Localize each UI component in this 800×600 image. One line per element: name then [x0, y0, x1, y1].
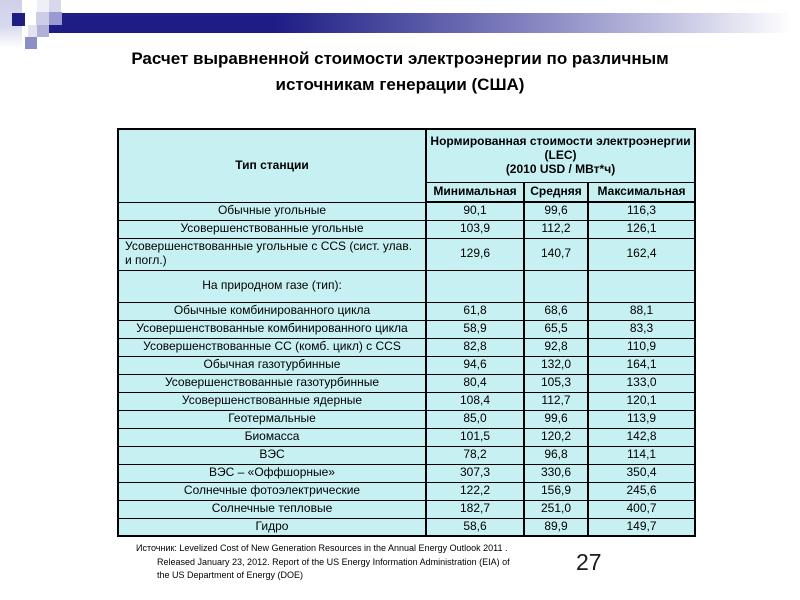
- min-cell: 103,9: [426, 220, 524, 238]
- min-cell: 307,3: [426, 464, 524, 482]
- table-row: [118, 220, 695, 238]
- avg-cell: 132,0: [524, 356, 588, 374]
- max-cell: 88,1: [588, 302, 695, 320]
- table-row: [118, 500, 695, 518]
- min-cell: 101,5: [426, 428, 524, 446]
- avg-cell: 92,8: [524, 338, 588, 356]
- table-row: [118, 482, 695, 500]
- max-cell: 162,4: [588, 238, 695, 270]
- station-type-cell: Геотермальные: [118, 410, 426, 428]
- table-row: [118, 320, 695, 338]
- deco-square: [49, 12, 62, 25]
- min-cell: 85,0: [426, 410, 524, 428]
- table-row: [118, 428, 695, 446]
- avg-cell: 68,6: [524, 302, 588, 320]
- table-row: [118, 356, 695, 374]
- slide-title-line1: Расчет выравненной стоимости электроэнергии по различным: [131, 49, 669, 68]
- max-cell: 142,8: [588, 428, 695, 446]
- source-note: [136, 542, 626, 583]
- avg-cell: 99,6: [524, 202, 588, 220]
- avg-cell: 65,5: [524, 320, 588, 338]
- col-header-station-type: Тип станции: [118, 129, 426, 202]
- lec-table: [117, 128, 696, 537]
- station-type-cell: Усовершенствованные ядерные: [118, 392, 426, 410]
- lec-group-header-line2: (2010 USD / МВт*ч): [505, 161, 616, 176]
- col-header-lec-group: [426, 129, 695, 183]
- max-cell: 114,1: [588, 446, 695, 464]
- min-cell: 182,7: [426, 500, 524, 518]
- station-type-cell: Обычные комбинированного цикла: [118, 302, 426, 320]
- min-cell: 78,2: [426, 446, 524, 464]
- station-type-cell: Обычная газотурбинные: [118, 356, 426, 374]
- station-type-cell: Обычные угольные: [118, 202, 426, 220]
- min-cell: 80,4: [426, 374, 524, 392]
- col-header-avg: Средняя: [524, 183, 588, 203]
- max-cell: 83,3: [588, 320, 695, 338]
- deco-square: [37, 25, 49, 37]
- station-type-cell: ВЭС – «Оффшорные»: [118, 464, 426, 482]
- table-row: [118, 410, 695, 428]
- lec-group-header-line1: Нормированная стоимости электроэнергии (LEC): [430, 134, 691, 163]
- avg-cell: 140,7: [524, 238, 588, 270]
- avg-cell: 105,3: [524, 374, 588, 392]
- avg-cell: 89,9: [524, 518, 588, 536]
- title-bar-gradient: [49, 13, 800, 33]
- deco-square: [49, 0, 61, 12]
- min-cell: 90,1: [426, 202, 524, 220]
- max-cell: 110,9: [588, 338, 695, 356]
- table-row: [118, 338, 695, 356]
- table-row: [118, 270, 695, 302]
- max-cell: 164,1: [588, 356, 695, 374]
- avg-cell: [524, 270, 588, 302]
- avg-cell: 251,0: [524, 500, 588, 518]
- col-header-max: Максимальная: [588, 183, 695, 203]
- table-row: [118, 374, 695, 392]
- max-cell: 400,7: [588, 500, 695, 518]
- station-type-cell: Усовершенствованные СС (комб. цикл) с CCS: [118, 338, 426, 356]
- max-cell: [588, 270, 695, 302]
- station-type-cell: Гидро: [118, 518, 426, 536]
- avg-cell: 112,2: [524, 220, 588, 238]
- max-cell: 245,6: [588, 482, 695, 500]
- station-type-cell: На природном газе (тип):: [118, 270, 426, 302]
- table-header-row: [118, 129, 695, 183]
- page-number: 27: [576, 549, 602, 575]
- max-cell: 120,1: [588, 392, 695, 410]
- avg-cell: 156,9: [524, 482, 588, 500]
- station-type-cell: Усовершенствованные комбинированного цикла: [118, 320, 426, 338]
- min-cell: [426, 270, 524, 302]
- min-cell: 129,6: [426, 238, 524, 270]
- min-cell: 94,6: [426, 356, 524, 374]
- deco-square: [12, 13, 25, 26]
- min-cell: 58,6: [426, 518, 524, 536]
- slide-title: [70, 46, 730, 98]
- source-note-line1: Источник: Levelized Cost of New Generation Resources in the Annual Energy Outlook 2011 .: [136, 543, 508, 553]
- table-row: [118, 238, 695, 270]
- min-cell: 82,8: [426, 338, 524, 356]
- table-row: [118, 446, 695, 464]
- station-type-cell: Усовершенствованные газотурбинные: [118, 374, 426, 392]
- min-cell: 58,9: [426, 320, 524, 338]
- table-row: [118, 392, 695, 410]
- station-type-cell: Усовершенствованные угольные с CCS (сист. улав. и погл.): [118, 238, 426, 270]
- avg-cell: 99,6: [524, 410, 588, 428]
- max-cell: 350,4: [588, 464, 695, 482]
- deco-square: [25, 37, 37, 49]
- station-type-cell: Солнечные фотоэлектрические: [118, 482, 426, 500]
- max-cell: 133,0: [588, 374, 695, 392]
- table-row: [118, 302, 695, 320]
- min-cell: 108,4: [426, 392, 524, 410]
- deco-square: [36, 12, 49, 25]
- avg-cell: 112,7: [524, 392, 588, 410]
- min-cell: 61,8: [426, 302, 524, 320]
- station-type-cell: Солнечные тепловые: [118, 500, 426, 518]
- source-note-line2: Released January 23, 2012. Report of the US Energy Information Administration (EIA) of: [157, 556, 510, 567]
- station-type-cell: Усовершенствованные угольные: [118, 220, 426, 238]
- min-cell: 122,2: [426, 482, 524, 500]
- table-row: [118, 518, 695, 536]
- avg-cell: 330,6: [524, 464, 588, 482]
- col-header-min: Минимальная: [426, 183, 524, 203]
- deco-square: [37, 0, 49, 12]
- max-cell: 126,1: [588, 220, 695, 238]
- station-type-cell: Биомасса: [118, 428, 426, 446]
- max-cell: 113,9: [588, 410, 695, 428]
- table-body: [118, 202, 695, 536]
- source-note-line3: the US Department of Energy (DOE): [157, 570, 304, 580]
- avg-cell: 120,2: [524, 428, 588, 446]
- station-type-cell: ВЭС: [118, 446, 426, 464]
- avg-cell: 96,8: [524, 446, 588, 464]
- table-row: [118, 202, 695, 220]
- max-cell: 149,7: [588, 518, 695, 536]
- max-cell: 116,3: [588, 202, 695, 220]
- slide-title-line2: источникам генерации (США): [275, 75, 525, 94]
- table-row: [118, 464, 695, 482]
